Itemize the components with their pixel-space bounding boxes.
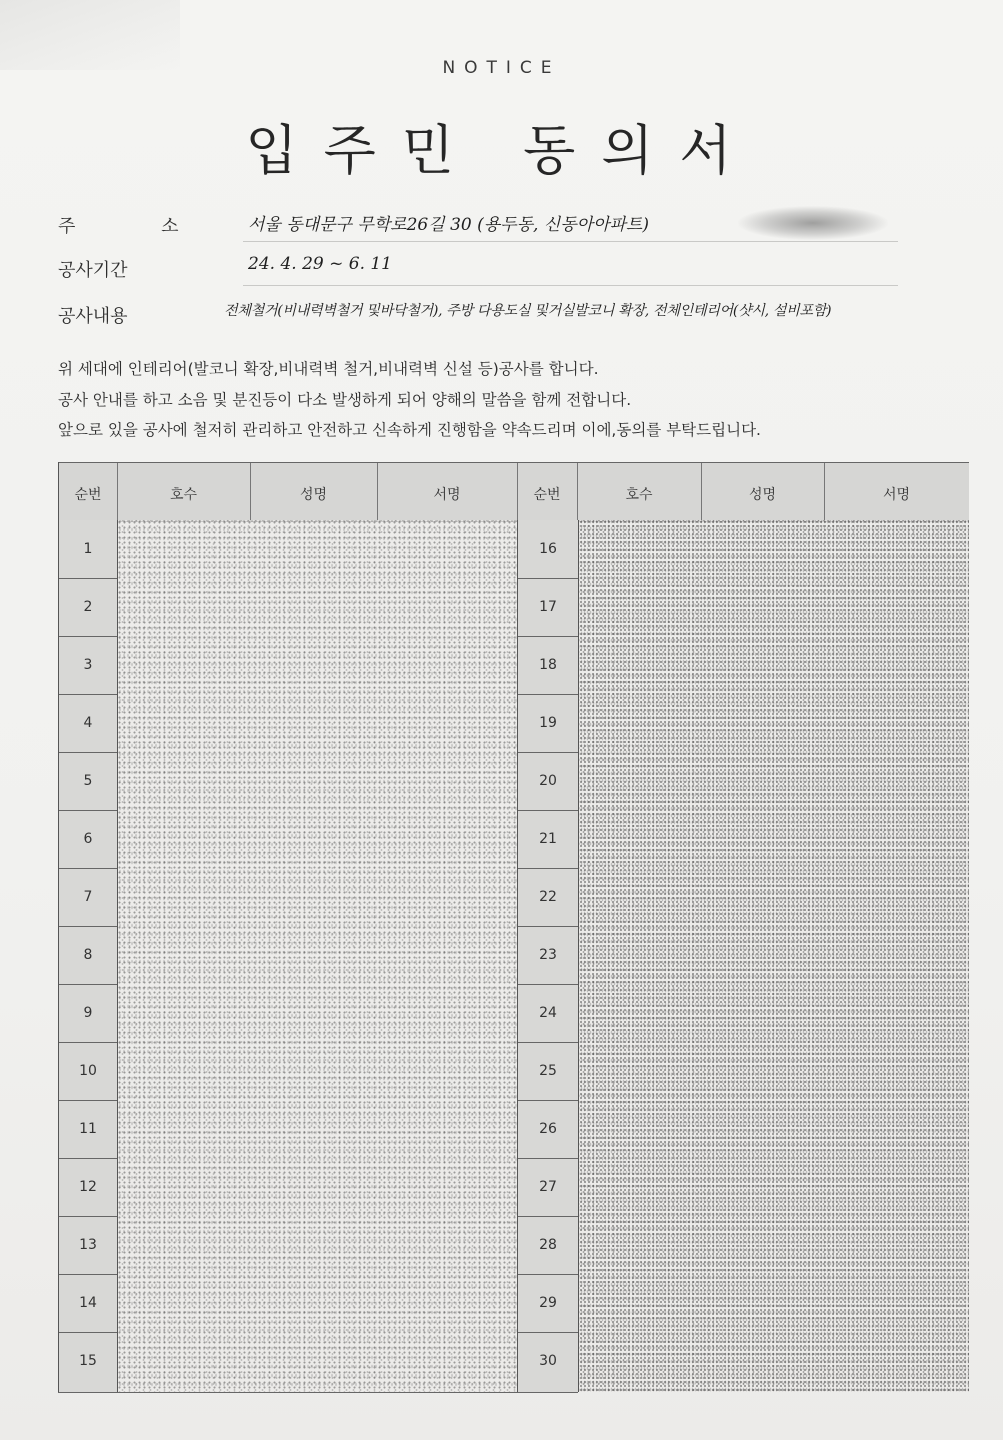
row-number: 26: [518, 1100, 578, 1159]
period-underline: [243, 285, 898, 286]
consent-table: [58, 462, 969, 1392]
address-value: 서울 동대문구 무학로26길 30 (용두동, 신동아아파트): [248, 215, 649, 235]
content-label: 공사내용: [58, 306, 128, 327]
row-number: 28: [518, 1216, 578, 1275]
info-row-address: [58, 206, 898, 246]
row-number: 14: [59, 1274, 117, 1333]
intro-text: [58, 354, 938, 446]
row-number: 4: [59, 694, 117, 753]
number-column-left: [59, 520, 118, 1392]
row-number: 13: [59, 1216, 117, 1275]
row-number: 30: [539, 1353, 557, 1369]
row-number: 22: [518, 868, 578, 927]
row-number: 23: [518, 926, 578, 985]
intro-line-1: 위 세대에 인테리어(발코니 확장,비내력벽 철거,비내력벽 신설 등)공사를 합니다.: [58, 360, 599, 378]
row-number: 12: [59, 1158, 117, 1217]
number-column-right: [517, 520, 579, 1392]
document-title: 입주민 동의서: [245, 119, 758, 182]
row-number: 17: [518, 578, 578, 637]
row-number: 5: [59, 752, 117, 811]
address-underline: [243, 241, 898, 242]
row-number: 19: [518, 694, 578, 753]
row-number: 25: [518, 1042, 578, 1101]
period-value: 24. 4. 29 ~ 6. 11: [248, 254, 393, 274]
header-name-left: 성명: [250, 463, 378, 521]
table-header: [59, 462, 969, 522]
row-number: 15: [79, 1353, 97, 1369]
header-signature-right: 서명: [882, 487, 911, 503]
content-value: 전체철거(비내력벽철거 및바닥철거), 주방 다용도실 및거실발코니 확장, 전체인테리어(샷시, 설비포함): [224, 303, 832, 319]
row-number: 18: [518, 636, 578, 695]
header-signature-left: 서명: [377, 463, 518, 521]
table-bottom-border: [58, 1392, 578, 1393]
intro-line-3: 앞으로 있을 공사에 철저히 관리하고 안전하고 신속하게 진행함을 약속드리며 이에,동의를 부탁드립니다.: [58, 421, 761, 439]
row-number: 8: [59, 926, 117, 985]
row-number: 24: [518, 984, 578, 1043]
header-name-right: 성명: [701, 463, 825, 521]
intro-line-2: 공사 안내를 하고 소음 및 분진등이 다소 발생하게 되어 양해의 말씀을 함께 전합니다.: [58, 390, 632, 409]
redacted-entries-right: [579, 520, 969, 1392]
row-number: 1: [59, 520, 117, 579]
row-number: 10: [59, 1042, 117, 1101]
row-number: 21: [518, 810, 578, 869]
notice-label: NOTICE: [442, 58, 561, 78]
header-unit-left: 호수: [117, 463, 251, 521]
row-number: 2: [59, 578, 117, 637]
row-number: 16: [518, 520, 578, 579]
row-number: 27: [518, 1158, 578, 1217]
row-number: 7: [59, 868, 117, 927]
header-number-left: 순번: [59, 463, 118, 521]
row-number: 9: [59, 984, 117, 1043]
row-number: 3: [59, 636, 117, 695]
row-number: 6: [59, 810, 117, 869]
header-number-right: 순번: [517, 463, 578, 521]
header-unit-right: 호수: [577, 463, 702, 521]
address-label: 주 소: [58, 216, 219, 237]
row-number: 11: [59, 1100, 117, 1159]
row-number: 20: [518, 752, 578, 811]
info-row-content: [58, 296, 1000, 336]
redacted-entries-left: [117, 520, 517, 1392]
info-row-period: [58, 250, 898, 290]
period-label: 공사기간: [58, 260, 128, 281]
row-number: 29: [518, 1274, 578, 1333]
redacted-unit: [738, 206, 888, 240]
